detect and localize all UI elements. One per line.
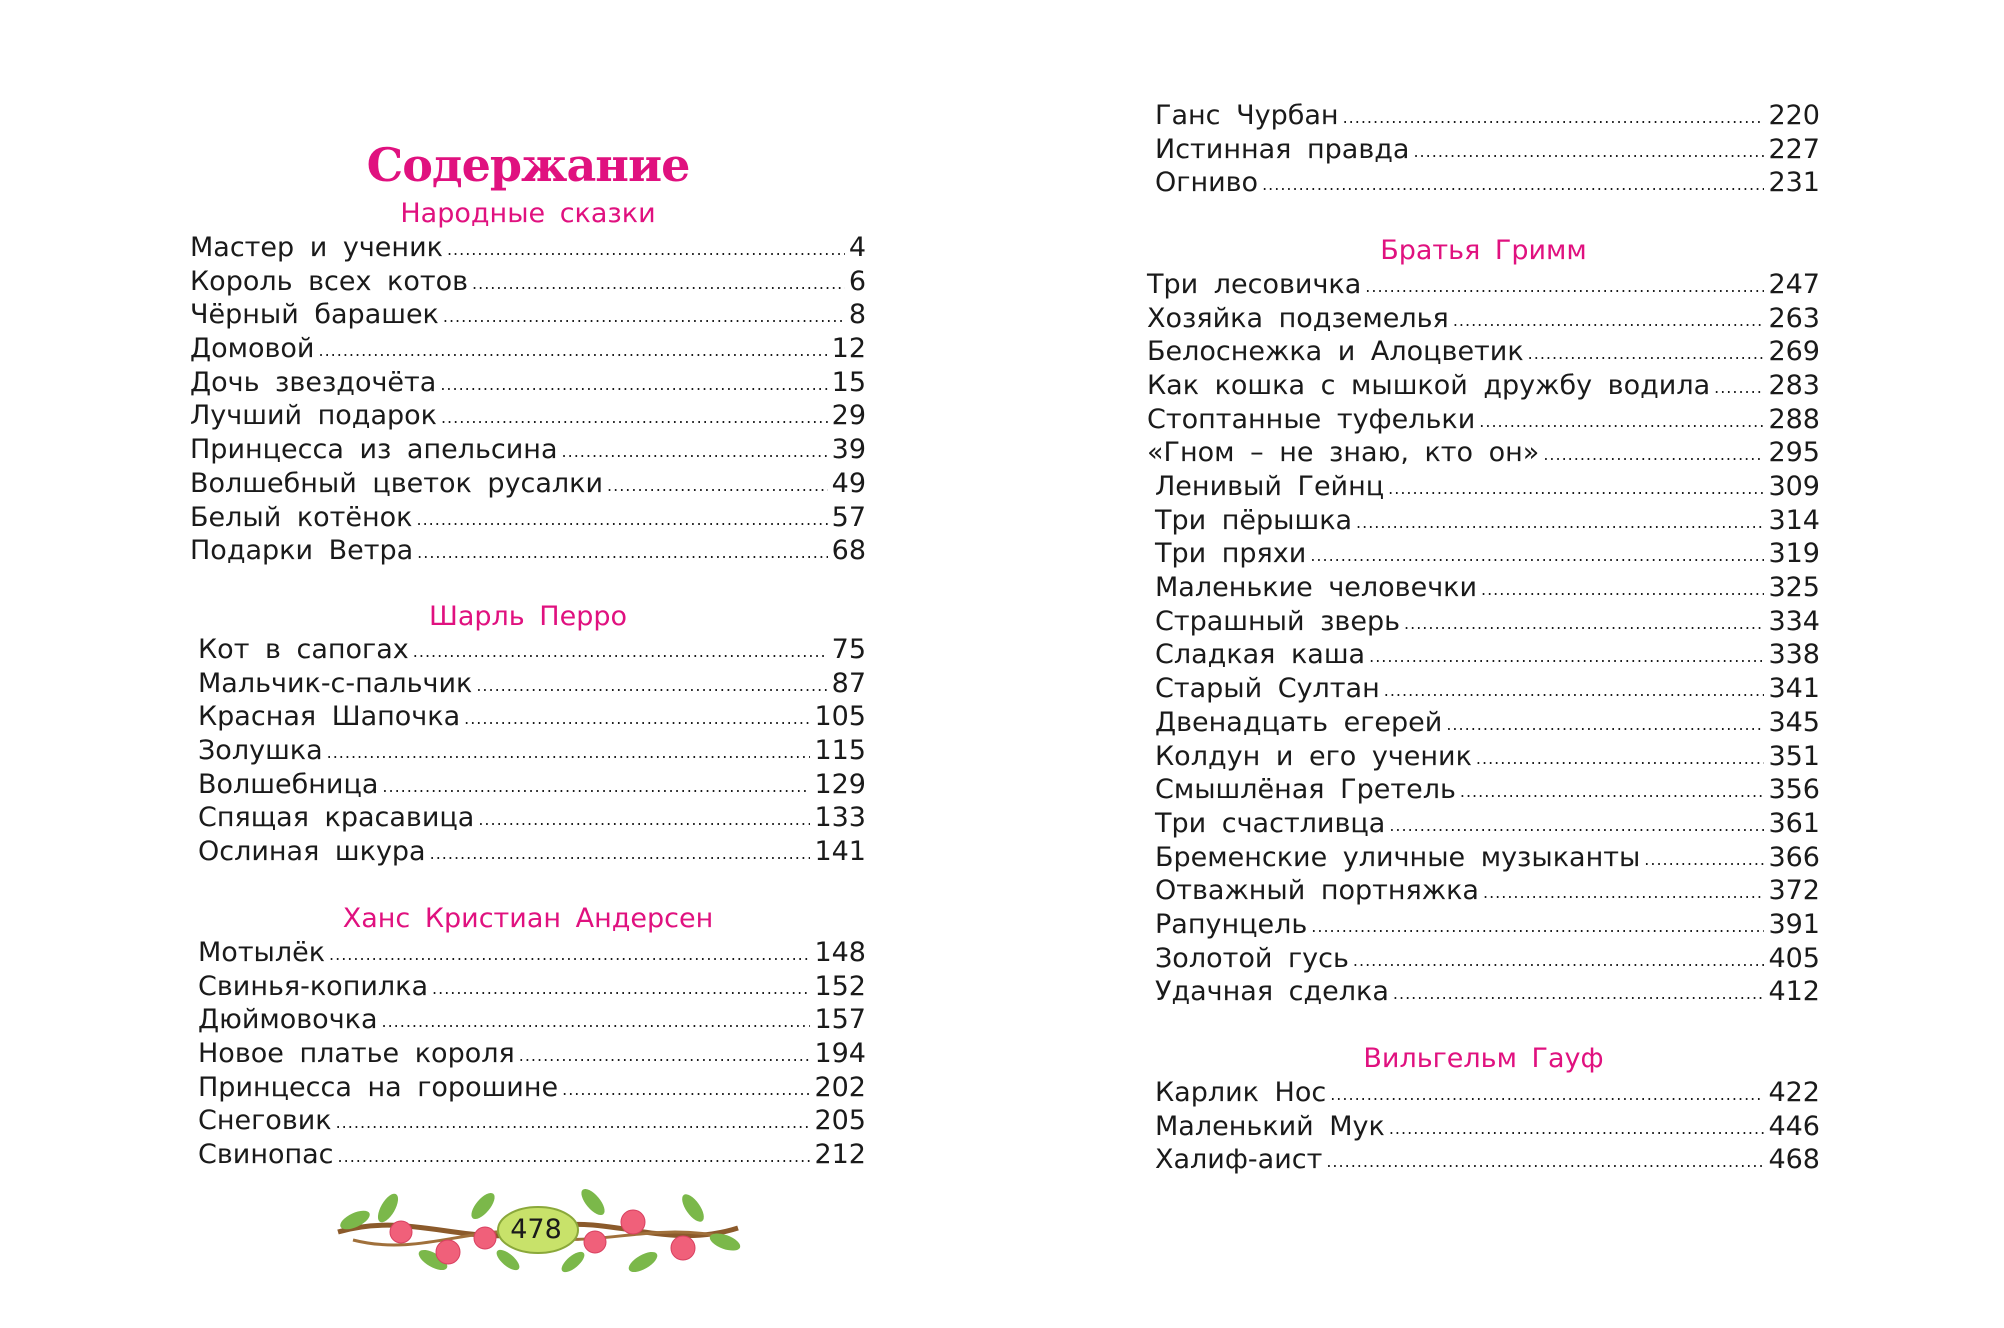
dot-leader [1384, 674, 1765, 708]
toc-entry-page: 405 [1768, 942, 1820, 974]
toc-entry-page: 152 [814, 970, 866, 1002]
dot-leader [472, 267, 845, 301]
toc-entry-page: 115 [814, 735, 866, 767]
toc-entry-title: Новое платье короля [198, 1038, 515, 1070]
toc-entry-page: 105 [814, 701, 866, 733]
toc-entry [198, 835, 866, 869]
dot-leader [430, 837, 811, 871]
dot-leader [1369, 640, 1764, 674]
toc-entry-page: 314 [1768, 504, 1820, 536]
toc-entry-title: Сладкая каша [1155, 639, 1366, 671]
toc-entry [198, 734, 866, 768]
dot-leader [464, 702, 810, 736]
toc-entry [198, 801, 866, 835]
toc-entry-title: Лучший подарок [190, 400, 437, 432]
toc-entry-title: Мастер и ученик [190, 232, 443, 263]
toc-entry [190, 231, 866, 265]
toc-entry [190, 298, 866, 332]
toc-entry [1155, 942, 1820, 976]
toc-entry-title: Три лесовичка [1147, 269, 1362, 300]
toc-entry-page: 269 [1768, 336, 1820, 368]
toc-entry-page: 334 [1768, 605, 1820, 637]
toc-entry-page: 356 [1768, 774, 1820, 806]
dot-leader [1389, 1112, 1765, 1146]
toc-entry-page: 325 [1768, 572, 1820, 604]
toc-entry [198, 1037, 866, 1071]
toc-entry [1155, 1143, 1820, 1177]
toc-entry-page: 129 [814, 768, 866, 800]
toc-entry-title: Ганс Чурбан [1155, 100, 1339, 131]
toc-entry-title: Принцесса на горошине [198, 1071, 559, 1103]
section-heading-andersen: Ханс Кристиан Андерсен [342, 903, 714, 934]
toc-entry [190, 399, 866, 433]
toc-entry-title: Волшебница [198, 768, 379, 800]
toc-entry-title: Смышлёная Гретель [1155, 774, 1456, 806]
toc-entry-page: 12 [831, 333, 866, 365]
toc-entry [1155, 470, 1820, 504]
dot-leader [1356, 506, 1764, 540]
section-heading-perrault: Шарль Перро [428, 601, 628, 632]
toc-entry-title: Мальчик-с-пальчик [198, 667, 473, 699]
toc-entry-title: Ленивый Гейнц [1155, 471, 1385, 502]
toc-entry-page: 39 [831, 434, 866, 466]
toc-entry-page: 57 [831, 501, 866, 533]
toc-entry-page: 75 [831, 634, 866, 665]
toc-entry-page: 288 [1768, 403, 1820, 435]
toc-entry-page: 319 [1768, 538, 1820, 570]
toc-entry-page: 366 [1768, 841, 1820, 873]
toc-entry-title: Спящая красавица [198, 802, 475, 834]
toc-entry-title: Принцесса из апельсина [190, 434, 558, 466]
toc-entry-title: Маленькие человечки [1155, 572, 1477, 604]
toc-entry-title: Волшебный цветок русалки [190, 467, 604, 499]
toc-entry-page: 87 [831, 667, 866, 699]
toc-list-folk-tales [190, 231, 866, 568]
toc-entry-title: Дочь звездочёта [190, 366, 437, 398]
page-number: 478 [510, 1214, 562, 1245]
toc-entry-page: 212 [814, 1139, 866, 1171]
toc-entry-title: Как кошка с мышкой дружбу водила [1147, 370, 1711, 402]
toc-entry-title: Мотылёк [198, 937, 326, 968]
toc-entry-page: 205 [814, 1105, 866, 1137]
toc-list-grimm [1147, 268, 1820, 470]
toc-entry-page: 194 [814, 1038, 866, 1070]
toc-entry [1155, 908, 1820, 942]
dot-leader [338, 1140, 811, 1174]
dot-leader [1481, 573, 1764, 607]
toc-entry-title: Отважный портняжка [1155, 875, 1479, 907]
toc-entry-page: 345 [1768, 706, 1820, 738]
toc-entry-title: Белый котёнок [190, 501, 413, 533]
toc-entry-title: Карлик Нос [1155, 1077, 1327, 1108]
toc-entry [1147, 403, 1820, 437]
toc-entry-title: Три счастливца [1155, 807, 1386, 839]
toc-entry-page: 157 [814, 1004, 866, 1036]
toc-entry-title: Удачная сделка [1155, 976, 1389, 1008]
toc-entry-title: Старый Султан [1155, 673, 1380, 705]
dot-leader [1644, 843, 1764, 877]
toc-entry-page: 372 [1768, 875, 1820, 907]
toc-list-andersen [190, 936, 866, 1172]
dot-leader [1446, 708, 1764, 742]
toc-entry-title: Золушка [198, 735, 323, 767]
toc-entry [190, 265, 866, 299]
toc-entry-title: Огниво [1155, 167, 1259, 199]
toc-entry-title: Хозяйка подземелья [1147, 302, 1449, 334]
toc-entry-title: Белоснежка и Алоцветик [1147, 336, 1524, 368]
dot-leader [1453, 304, 1765, 338]
toc-entry-page: 6 [848, 265, 866, 297]
toc-list-andersen-continued [1147, 99, 1820, 200]
toc-entry [1155, 571, 1820, 605]
toc-entry-title: Халиф-аист [1155, 1144, 1323, 1176]
toc-entry-page: 202 [814, 1071, 866, 1103]
dot-leader [382, 1005, 811, 1039]
dot-leader [329, 938, 810, 972]
toc-entry-title: Стоптанные туфельки [1147, 403, 1476, 435]
toc-entry-title: Три пёрышка [1155, 504, 1353, 536]
toc-entry [198, 970, 866, 1004]
dot-leader [1543, 438, 1764, 472]
toc-entry-page: 68 [831, 535, 866, 567]
dot-leader [1393, 977, 1765, 1011]
toc-entry-title: Дюймовочка [198, 1004, 378, 1036]
dot-leader [1262, 168, 1764, 202]
toc-entry-page: 351 [1768, 740, 1820, 772]
toc-entry [1155, 807, 1820, 841]
toc-entry-title: Золотой гусь [1155, 942, 1349, 974]
toc-entry [1155, 975, 1820, 1009]
toc-entry [1155, 672, 1820, 706]
dot-leader [1388, 472, 1764, 506]
toc-entry-page: 15 [831, 366, 866, 398]
toc-entry-page: 133 [814, 802, 866, 834]
dot-leader [1310, 539, 1764, 573]
toc-entry [1155, 99, 1820, 133]
dot-leader [1479, 405, 1764, 439]
toc-list-hauff [1147, 1076, 1820, 1177]
section-heading-hauff: Вильгельм Гауф [1363, 1043, 1604, 1074]
section-heading-folk-tales: Народные сказки [400, 198, 656, 229]
toc-entry-title: Ослиная шкура [198, 836, 426, 868]
toc-entry [1155, 841, 1820, 875]
toc-entry [198, 700, 866, 734]
toc-entry-page: 231 [1768, 167, 1820, 199]
toc-entry [198, 1104, 866, 1138]
toc-entry-page: 29 [831, 400, 866, 432]
toc-entry [190, 534, 866, 568]
toc-entry-page: 263 [1768, 302, 1820, 334]
toc-list-grimm-continued [1147, 470, 1820, 1009]
toc-entry [198, 1003, 866, 1037]
toc-entry-title: Подарки Ветра [190, 535, 414, 567]
dot-leader [336, 1106, 811, 1140]
toc-entry-title: Двенадцать егерей [1155, 706, 1443, 738]
toc-entry [190, 332, 866, 366]
toc-entry [1147, 302, 1820, 336]
toc-entry [198, 936, 866, 970]
toc-entry-title: Три пряхи [1155, 538, 1307, 570]
toc-entry [1155, 537, 1820, 571]
toc-entry-title: Король всех котов [190, 265, 469, 297]
dot-leader [1413, 135, 1764, 169]
toc-entry [1155, 1076, 1820, 1110]
page-title: Содержание [366, 138, 690, 192]
toc-entry [198, 1138, 866, 1172]
toc-entry [1155, 773, 1820, 807]
toc-entry-page: 295 [1768, 437, 1820, 469]
toc-entry-page: 220 [1768, 100, 1820, 131]
dot-leader [562, 1073, 810, 1107]
toc-entry-page: 341 [1768, 673, 1820, 705]
toc-entry-page: 361 [1768, 807, 1820, 839]
toc-entry-title: Истинная правда [1155, 133, 1410, 165]
toc-entry [198, 768, 866, 802]
toc-entry [190, 366, 866, 400]
dot-leader [413, 635, 828, 669]
toc-entry [198, 667, 866, 701]
dot-leader [1404, 607, 1764, 641]
dot-leader [1353, 944, 1765, 978]
toc-entry-page: 338 [1768, 639, 1820, 671]
dot-leader [443, 300, 845, 334]
dot-leader [447, 233, 845, 267]
dot-leader [562, 435, 828, 469]
dot-leader [1330, 1078, 1764, 1112]
dot-leader [1365, 270, 1764, 304]
toc-entry-page: 148 [814, 937, 866, 968]
dot-leader [432, 972, 810, 1006]
toc-entry-title: Чёрный барашек [190, 299, 439, 331]
toc-entry-title: Маленький Мук [1155, 1110, 1385, 1142]
toc-entry-page: 4 [848, 232, 866, 263]
toc-entry [1147, 436, 1820, 470]
dot-leader [478, 803, 810, 837]
dot-leader [1311, 910, 1764, 944]
dot-leader [318, 334, 827, 368]
dot-leader [607, 469, 828, 503]
dot-leader [417, 536, 827, 570]
toc-entry-page: 247 [1768, 269, 1820, 300]
dot-leader [1714, 371, 1764, 405]
dot-leader [519, 1039, 811, 1073]
dot-leader [441, 401, 828, 435]
toc-entry-title: Снеговик [198, 1105, 332, 1137]
toc-entry [190, 467, 866, 501]
toc-entry-page: 412 [1768, 976, 1820, 1008]
toc-entry-title: Кот в сапогах [198, 634, 409, 665]
dot-leader [476, 669, 827, 703]
toc-entry [1155, 504, 1820, 538]
toc-entry-page: 309 [1768, 471, 1820, 502]
toc-entry-title: Бременские уличные музыканты [1155, 841, 1641, 873]
dot-leader [1460, 775, 1765, 809]
toc-entry-page: 446 [1768, 1110, 1820, 1142]
toc-entry-page: 391 [1768, 908, 1820, 940]
toc-entry [1147, 369, 1820, 403]
toc-entry [1155, 166, 1820, 200]
toc-entry-title: Свинья-копилка [198, 970, 429, 1002]
toc-entry-title: Домовой [190, 333, 315, 365]
toc-entry-title: Страшный зверь [1155, 605, 1401, 637]
toc-entry-page: 422 [1768, 1077, 1820, 1108]
toc-entry-page: 283 [1768, 370, 1820, 402]
toc-entry-title: Колдун и его ученик [1155, 740, 1472, 772]
dot-leader [1326, 1145, 1764, 1179]
toc-entry [1155, 874, 1820, 908]
toc-entry-title: Свинопас [198, 1139, 334, 1171]
toc-entry-page: 141 [814, 836, 866, 868]
dot-leader [1389, 809, 1764, 843]
toc-entry [1155, 133, 1820, 167]
toc-entry [1155, 605, 1820, 639]
toc-entry-title: «Гном – не знаю, кто он» [1147, 437, 1540, 469]
dot-leader [1528, 337, 1765, 371]
toc-list-perrault [190, 633, 866, 869]
dot-leader [1483, 876, 1764, 910]
toc-entry [1155, 638, 1820, 672]
toc-entry-title: Красная Шапочка [198, 701, 461, 733]
dot-leader [1343, 101, 1765, 135]
toc-entry [1147, 335, 1820, 369]
toc-entry [1155, 740, 1820, 774]
toc-entry [1155, 706, 1820, 740]
toc-entry-page: 8 [848, 299, 866, 331]
toc-entry-page: 468 [1768, 1144, 1820, 1176]
dot-leader [417, 503, 828, 537]
section-heading-grimm: Братья Гримм [1380, 235, 1587, 266]
dot-leader [327, 736, 811, 770]
toc-entry [1147, 268, 1820, 302]
toc-entry [1155, 1110, 1820, 1144]
toc-entry-page: 227 [1768, 133, 1820, 165]
dot-leader [382, 770, 810, 804]
toc-entry [190, 433, 866, 467]
toc-entry [190, 501, 866, 535]
toc-entry [198, 1071, 866, 1105]
toc-entry-page: 49 [831, 467, 866, 499]
dot-leader [440, 368, 827, 402]
toc-entry [198, 633, 866, 667]
dot-leader [1476, 742, 1765, 776]
toc-entry-title: Рапунцель [1155, 908, 1308, 940]
